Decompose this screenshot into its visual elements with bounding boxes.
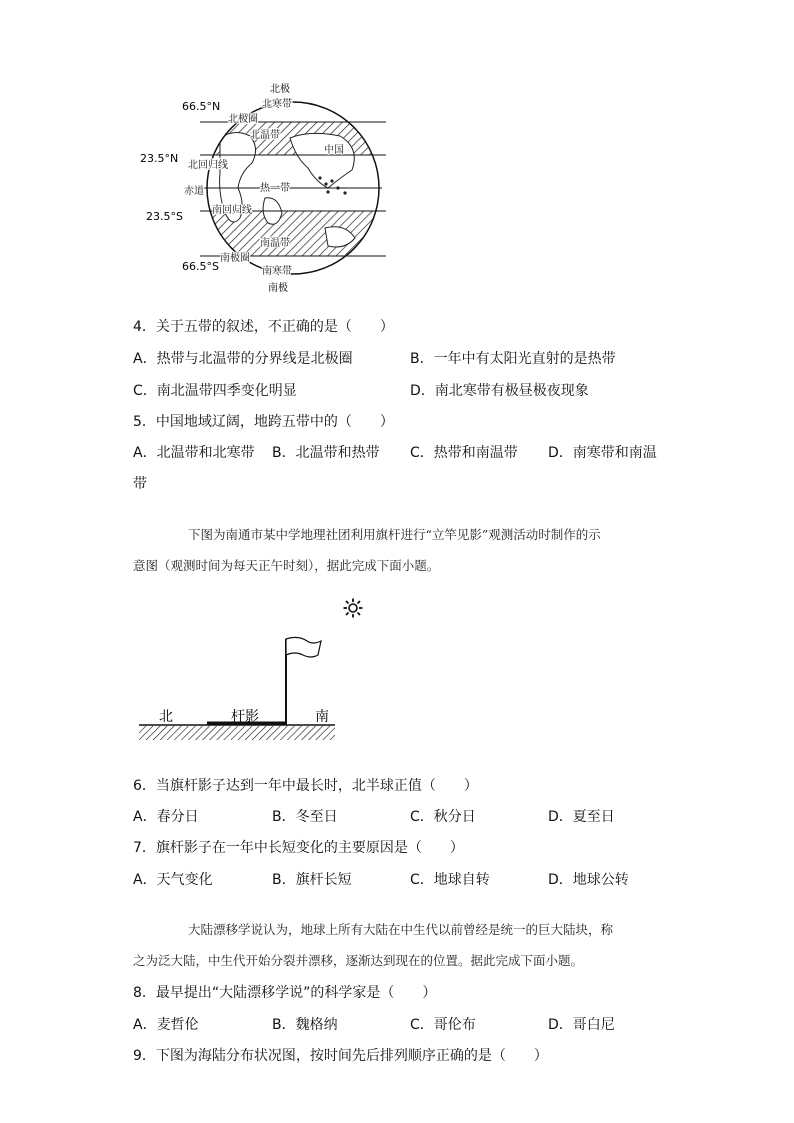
q5-option-c[interactable]: C．热带和南温带 (410, 445, 518, 461)
south-temperate-label: 南温带 (260, 238, 290, 249)
question-7: 7．旗杆影子在一年中长短变化的主要原因是（ ） (133, 840, 464, 856)
sun-icon (343, 598, 363, 618)
q5-option-d[interactable]: D．南寒带和南温 (548, 445, 657, 461)
q7-option-a[interactable]: A．天气变化 (133, 872, 213, 888)
china-label: 中国 (324, 145, 344, 156)
south-label: 南 (315, 709, 329, 725)
intro-flag-line-2: 意图（观测时间为每天正午时刻），据此完成下面小题。 (133, 558, 440, 573)
south-frigid-label: 南寒带 (262, 266, 292, 277)
tropical-zone-label: 热一带 (260, 183, 290, 194)
q4-option-b[interactable]: B．一年中有太阳光直射的是热带 (410, 351, 616, 367)
q5-option-d-wrap: 带 (133, 476, 147, 492)
shadow-label: 杆影 (231, 709, 259, 725)
tropic-capricorn-label: 南回归线 (212, 205, 252, 216)
q8-option-d[interactable]: D．哥白尼 (548, 1017, 615, 1033)
q5-option-b[interactable]: B．北温带和热带 (272, 445, 380, 461)
equator-label: 赤道 (184, 186, 204, 197)
question-4: 4．关于五带的叙述，不正确的是（ ） (133, 319, 394, 335)
intro-flag-line-1: 下图为南通市某中学地理社团利用旗杆进行“立竿见影”观测活动时制作的示 (188, 527, 601, 542)
five-zones-globe-diagram (140, 78, 400, 298)
question-6: 6．当旗杆影子达到一年中最长时，北半球正值（ ） (133, 778, 478, 794)
lat-66n-label: 66.5°N (182, 100, 221, 113)
flag-shadow-diagram (135, 595, 345, 745)
q6-option-b[interactable]: B．冬至日 (272, 809, 338, 825)
q6-option-d[interactable]: D．夏至日 (548, 809, 615, 825)
q6-option-a[interactable]: A．春分日 (133, 809, 199, 825)
q8-option-a[interactable]: A．麦哲伦 (133, 1017, 199, 1033)
lat-66s-label: 66.5°S (182, 260, 219, 273)
q7-option-d[interactable]: D．地球公转 (548, 872, 629, 888)
q8-option-b[interactable]: B．魏格纳 (272, 1017, 338, 1033)
lat-23s-label: 23.5°S (146, 210, 183, 223)
q8-option-c[interactable]: C．哥伦布 (410, 1017, 476, 1033)
question-5: 5．中国地域辽阔，地跨五带中的（ ） (133, 414, 394, 430)
q4-option-d[interactable]: D．南北寒带有极昼极夜现象 (410, 383, 589, 399)
north-temperate-label: 北温带 (250, 130, 280, 141)
question-9: 9．下图为海陆分布状况图，按时间先后排列顺序正确的是（ ） (133, 1048, 548, 1064)
tropic-cancer-label: 北回归线 (188, 160, 228, 171)
question-8: 8．最早提出“大陆漂移学说”的科学家是（ ） (133, 985, 437, 1001)
q4-option-a[interactable]: A．热带与北温带的分界线是北极圈 (133, 351, 353, 367)
q6-option-c[interactable]: C．秋分日 (410, 809, 476, 825)
q7-option-c[interactable]: C．地球自转 (410, 872, 490, 888)
arctic-circle-label: 北极圈 (228, 114, 258, 125)
q4-option-c[interactable]: C．南北温带四季变化明显 (133, 383, 297, 399)
intro-drift-line-1: 大陆漂移学说认为，地球上所有大陆在中生代以前曾经是统一的巨大陆块，称 (188, 922, 614, 937)
north-label: 北 (159, 709, 173, 725)
north-frigid-label: 北寒带 (262, 99, 292, 110)
q7-option-b[interactable]: B．旗杆长短 (272, 872, 352, 888)
q5-option-a[interactable]: A．北温带和北寒带 (133, 445, 255, 461)
intro-drift-line-2: 之为泛大陆，中生代开始分裂并漂移，逐渐达到现在的位置。据此完成下面小题。 (133, 953, 584, 968)
south-pole-label: 南极 (268, 283, 288, 294)
antarctic-circle-label: 南极圈 (220, 253, 250, 264)
north-pole-label: 北极 (270, 84, 290, 95)
lat-23n-label: 23.5°N (140, 152, 179, 165)
